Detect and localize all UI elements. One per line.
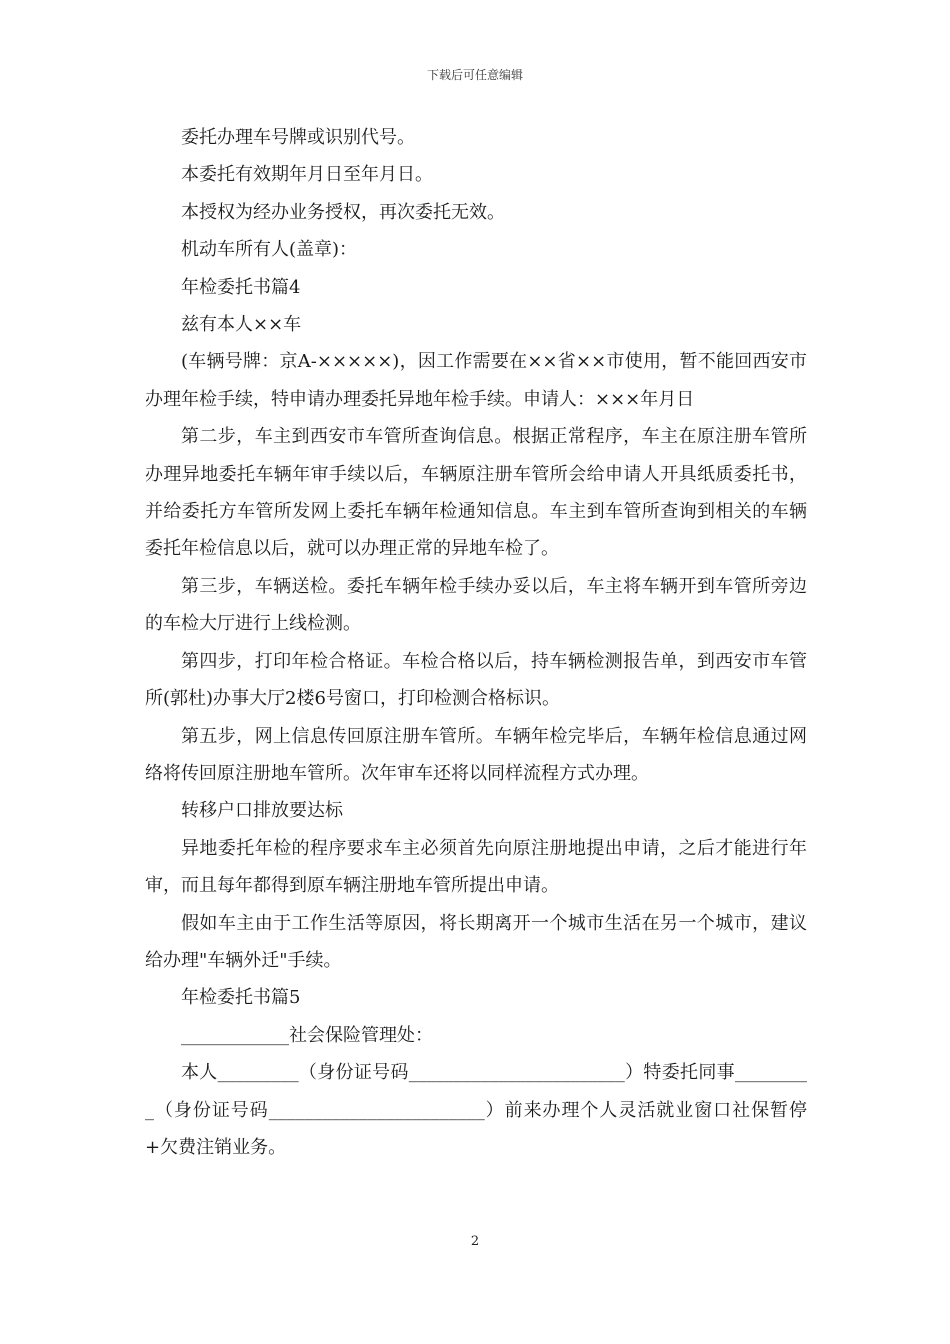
page-number: 2 bbox=[470, 1234, 480, 1249]
paragraph: 委托办理车号牌或识别代号。 bbox=[181, 127, 415, 148]
paragraph: 第四步，打印年检合格证。车检合格以后，持车辆检测报告单，到西安市车管所(郭杜)办事大厅2楼6号窗口，打印检测合格标识。 bbox=[145, 650, 807, 710]
paragraph: 异地委托年检的程序要求车主必须首先向原注册地提出申请，之后才能进行年审，而且每年都得到原车辆注册地车管所提出申请。 bbox=[145, 837, 807, 897]
paragraph: 本委托有效期年月日至年月日。 bbox=[181, 164, 433, 186]
page-header: 下载后可任意编辑 bbox=[426, 68, 523, 82]
section-heading: 转移户口排放要达标 bbox=[181, 800, 343, 822]
paragraph: 第五步，网上信息传回原注册车管所。车辆年检完毕后，车辆年检信息通过网络将传回原注册地车管所。次年审车还将以同样流程方式办理。 bbox=[145, 725, 807, 784]
paragraph: 本授权为经办业务授权，再次委托无效。 bbox=[181, 201, 505, 223]
section-heading: 年检委托书篇5 bbox=[181, 987, 301, 1009]
paragraph: 第二步，车主到西安市车管所查询信息。根据正常程序，车主在原注册车管所办理异地委托车辆年审手续以后，车辆原注册车管所会给申请人开具纸质委托书，并给委托方车管所发网上委托车辆年检通知信息。车主到车管所查询到相关的车辆委托年检信息以后，就可以办理正常的异地车检了。 bbox=[145, 426, 807, 560]
document-body bbox=[145, 119, 807, 1166]
section-heading: 年检委托书篇4 bbox=[181, 276, 301, 298]
paragraph: 兹有本人××车 bbox=[181, 314, 302, 336]
paragraph: 机动车所有人(盖章)： bbox=[181, 239, 358, 261]
paragraph: 本人_________（身份证号码________________________）特委托同事_________（身份证号码________________________）前来办理个人灵活就业窗口社保暂停+欠费注销业务。 bbox=[145, 1062, 807, 1158]
paragraph: 第三步，车辆送检。委托车辆年检手续办妥以后，车主将车辆开到车管所旁边的车检大厅进行上线检测。 bbox=[145, 575, 807, 635]
paragraph: (车辆号牌：京A-×××××)，因工作需要在××省××市使用，暂不能回西安市办理年检手续，特申请办理委托异地年检手续。申请人：×××年月日 bbox=[145, 351, 807, 410]
paragraph: 假如车主由于工作生活等原因，将长期离开一个城市生活在另一个城市，建议给办理"车辆外迁"手续。 bbox=[145, 912, 807, 971]
paragraph: ____________社会保险管理处： bbox=[181, 1024, 433, 1046]
